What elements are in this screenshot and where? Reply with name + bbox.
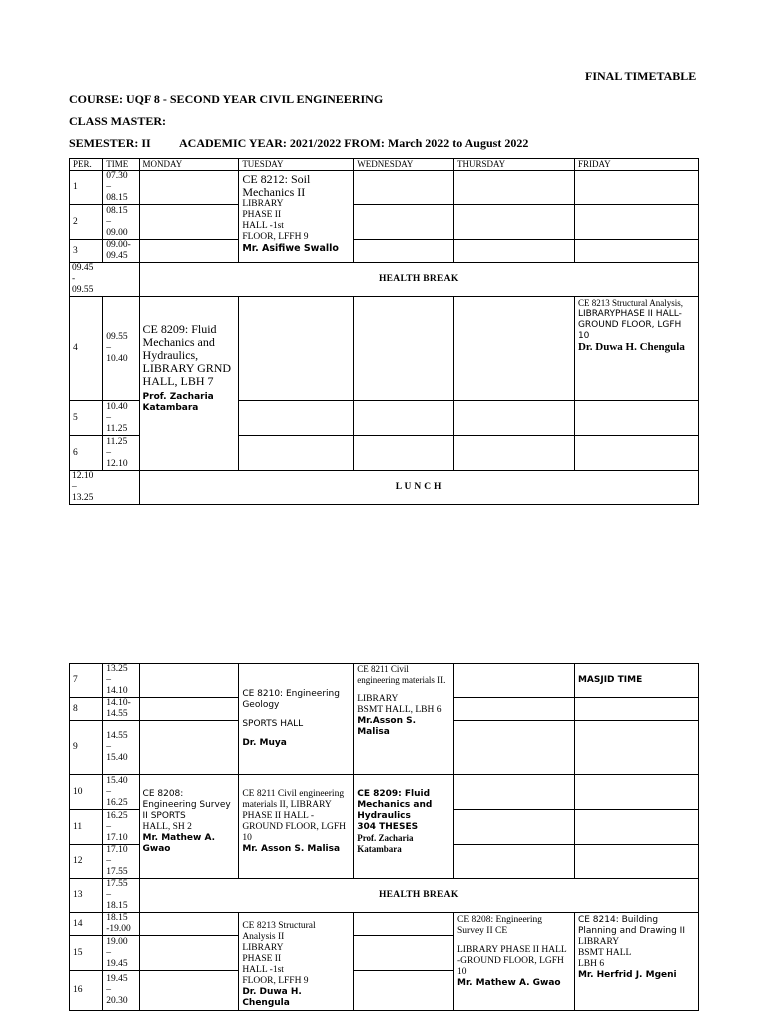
venue: SPORTS HALL <box>242 719 304 729</box>
lunch-label: L U N C H <box>139 471 698 505</box>
period-number: 5 <box>70 401 103 436</box>
period-number: 10 <box>70 775 103 810</box>
venue: HALL, SH 2 <box>142 822 192 832</box>
friday-cell <box>574 401 698 436</box>
monday-cell <box>139 171 239 205</box>
thursday-cell <box>454 698 575 721</box>
tuesday-cell <box>239 401 354 436</box>
table-row <box>70 297 699 401</box>
break-time: 12.10 – 13.25 <box>70 471 140 505</box>
period-number: 2 <box>70 205 103 240</box>
session-engineering-geology <box>239 664 354 775</box>
period-time: 15.40 – 16.25 <box>103 775 139 810</box>
course-name: CE 8212: Soil Mechanics II <box>242 172 311 199</box>
table-row <box>70 240 699 263</box>
course-name: CE 8209: Fluid Mechanics and Hydraulics <box>357 789 433 821</box>
period-time: 09.00- 09.45 <box>103 240 139 263</box>
friday-cell <box>574 775 698 810</box>
wednesday-cell <box>354 401 454 436</box>
period-time: 17.55 – 18.15 <box>103 879 139 913</box>
col-header-tuesday: TUESDAY <box>239 159 354 171</box>
session-engineering-survey <box>139 775 239 879</box>
col-header-thursday: THURSDAY <box>454 159 575 171</box>
period-number: 8 <box>70 698 103 721</box>
table-row <box>70 205 699 240</box>
session-soil-mechanics: CE 8212: Soil Mechanics II LIBRARY PHASE II HALL -1st FLOOR, LFFH 9 Mr. Asifiwe Swallo <box>239 171 354 263</box>
period-number: 6 <box>70 436 103 471</box>
break-row <box>70 879 699 913</box>
health-break-label: HEALTH BREAK <box>139 879 698 913</box>
session-fluid-mechanics-2 <box>354 775 454 879</box>
friday-cell <box>574 721 698 775</box>
course-name: CE 8213 Structural Analysis II <box>242 921 316 942</box>
wednesday-cell <box>354 297 454 401</box>
period-number: 14 <box>70 913 103 936</box>
period-time: 17.10 – 17.55 <box>103 845 139 879</box>
period-time: 14.55 – 15.40 <box>103 721 139 775</box>
course-name: CE 8211 Civil engineering materials II, LIBRARY PHASE II HALL - GROUND FLOOR, LGFH 10 <box>242 789 347 843</box>
monday-cell <box>139 971 239 1011</box>
friday-cell <box>574 240 698 263</box>
col-header-friday: FRIDAY <box>574 159 698 171</box>
table-row <box>70 775 699 810</box>
thursday-cell <box>454 171 575 205</box>
period-time: 18.15 -19.00 <box>103 913 139 936</box>
timetable-morning <box>69 158 699 505</box>
period-number: 12 <box>70 845 103 879</box>
col-header-wednesday: WEDNESDAY <box>354 159 454 171</box>
course-title: COURSE: UQF 8 - SECOND YEAR CIVIL ENGINEERING <box>69 92 384 106</box>
thursday-cell <box>454 240 575 263</box>
venue: LIBRARYPHASE II HALL-GROUND FLOOR, LGFH 10 <box>577 309 682 341</box>
thursday-cell <box>454 436 575 471</box>
period-number: 11 <box>70 810 103 845</box>
monday-cell <box>139 936 239 971</box>
period-time: 16.25 – 17.10 <box>103 810 139 845</box>
friday-cell <box>574 845 698 879</box>
table-row <box>70 664 699 698</box>
course-name: CE 8210: Engineering Geology <box>242 689 340 710</box>
semester: SEMESTER: II <box>69 136 151 150</box>
thursday-cell <box>454 721 575 775</box>
wednesday-cell <box>354 936 454 971</box>
session-structural-analysis <box>574 297 698 401</box>
period-number: 1 <box>70 171 103 205</box>
monday-cell <box>139 205 239 240</box>
class-master: CLASS MASTER: <box>69 114 167 128</box>
course-name: CE 8214: Building Planning and Drawing II <box>577 915 685 936</box>
period-number: 7 <box>70 664 103 698</box>
period-number: 15 <box>70 936 103 971</box>
lecturer-name: Dr. Muya <box>242 738 287 748</box>
lecturer-name: Dr. Duwa H. Chengula <box>577 341 685 353</box>
course-name: CE 8208: Engineering Survey II CE <box>457 915 542 936</box>
period-time: 13.25 – 14.10 <box>103 664 139 698</box>
venue: 304 THESES <box>357 822 419 832</box>
break-row <box>70 471 699 505</box>
period-number: 3 <box>70 240 103 263</box>
tuesday-cell <box>239 297 354 401</box>
lecturer-name: Dr. Duwa H. Chengula <box>242 987 302 1008</box>
session-civil-materials: CE 8211 Civil engineering materials II. LIBRARY BSMT HALL, LBH 6 Mr.Asson S. Malisa <box>354 664 454 775</box>
thursday-cell <box>454 810 575 845</box>
course-name: CE 8213 Structural Analysis, <box>577 298 683 308</box>
friday-cell <box>574 810 698 845</box>
health-break-label: HEALTH BREAK <box>139 263 698 297</box>
break-time: 09.45 - 09.55 <box>70 263 140 297</box>
session-civil-materials-2 <box>239 775 354 879</box>
lecturer-name: Mr. Mathew A. Gwao <box>457 978 561 988</box>
lecturer-name: Mr.Asson S. Malisa <box>357 716 417 737</box>
period-time: 09.55 – 10.40 <box>103 297 139 401</box>
col-header-monday: MONDAY <box>139 159 239 171</box>
period-number: 4 <box>70 297 103 401</box>
wednesday-cell <box>354 913 454 936</box>
col-header-time: TIME <box>103 159 139 171</box>
period-time: 11.25 – 12.10 <box>103 436 139 471</box>
monday-cell <box>139 698 239 721</box>
period-time: 19.00 – 19.45 <box>103 936 139 971</box>
timetable-afternoon <box>69 663 699 1011</box>
session-building-planning: CE 8214: Building Planning and Drawing II LIBRARY BSMT HALL LBH 6 Mr. Herfrid J. Mgeni <box>574 913 698 1011</box>
course-name: CE 8209: Fluid Mechanics and Hydraulics, LIBRARY GRND HALL, LBH 7 <box>142 322 232 388</box>
period-time: 08.15 – 09.00 <box>103 205 139 240</box>
lecturer-name: Prof. Zacharia Katambara <box>357 833 414 854</box>
period-number: 13 <box>70 879 103 913</box>
table-row <box>70 171 699 205</box>
friday-cell <box>574 698 698 721</box>
wednesday-cell <box>354 171 454 205</box>
period-time: 19.45 – 20.30 <box>103 971 139 1011</box>
thursday-cell <box>454 775 575 810</box>
table-header-row <box>70 159 699 171</box>
session-engineering-survey-2 <box>454 913 575 1011</box>
lecturer-name: Mr. Mathew A. Gwao <box>142 833 216 854</box>
thursday-cell <box>454 664 575 698</box>
monday-cell <box>139 664 239 698</box>
course-name: CE 8208: Engineering Survey II SPORTS <box>142 789 231 821</box>
thursday-cell <box>454 401 575 436</box>
period-number: 16 <box>70 971 103 1011</box>
wednesday-cell <box>354 971 454 1011</box>
period-time: 14.10- 14.55 <box>103 698 139 721</box>
thursday-cell <box>454 205 575 240</box>
monday-cell <box>139 240 239 263</box>
academic-year: ACADEMIC YEAR: 2021/2022 FROM: March 2022 to August 2022 <box>179 136 529 150</box>
lecturer-name: Prof. Zacharia Katambara <box>142 392 214 413</box>
friday-cell <box>574 205 698 240</box>
wednesday-cell <box>354 436 454 471</box>
col-header-period: PER. <box>70 159 103 171</box>
friday-cell <box>574 171 698 205</box>
friday-cell <box>574 436 698 471</box>
masjid-time: MASJID TIME <box>574 664 698 698</box>
table-row <box>70 913 699 936</box>
course-name: CE 8211 Civil engineering materials II. <box>357 664 446 685</box>
wednesday-cell <box>354 205 454 240</box>
break-row <box>70 263 699 297</box>
period-number: 9 <box>70 721 103 775</box>
period-time: 10.40 – 11.25 <box>103 401 139 436</box>
lecturer-name: Mr. Herfrid J. Mgeni <box>577 970 677 980</box>
period-time: 07.30 – 08.15 <box>103 171 139 205</box>
wednesday-cell <box>354 240 454 263</box>
tuesday-cell <box>239 436 354 471</box>
thursday-cell <box>454 845 575 879</box>
thursday-cell <box>454 297 575 401</box>
monday-cell <box>139 913 239 936</box>
session-fluid-mechanics <box>139 297 239 471</box>
monday-cell <box>139 721 239 775</box>
session-structural-analysis-2: CE 8213 Structural Analysis II LIBRARY PHASE II HALL -1st FLOOR, LFFH 9 Dr. Duwa H. Chengula <box>239 913 354 1011</box>
lecturer-name: Mr. Asifiwe Swallo <box>242 243 339 254</box>
final-timetable-title: FINAL TIMETABLE <box>585 69 697 83</box>
lecturer-name: Mr. Asson S. Malisa <box>242 844 341 854</box>
venue: LIBRARY PHASE II HALL -GROUND FLOOR, LGFH 10 <box>457 945 567 977</box>
